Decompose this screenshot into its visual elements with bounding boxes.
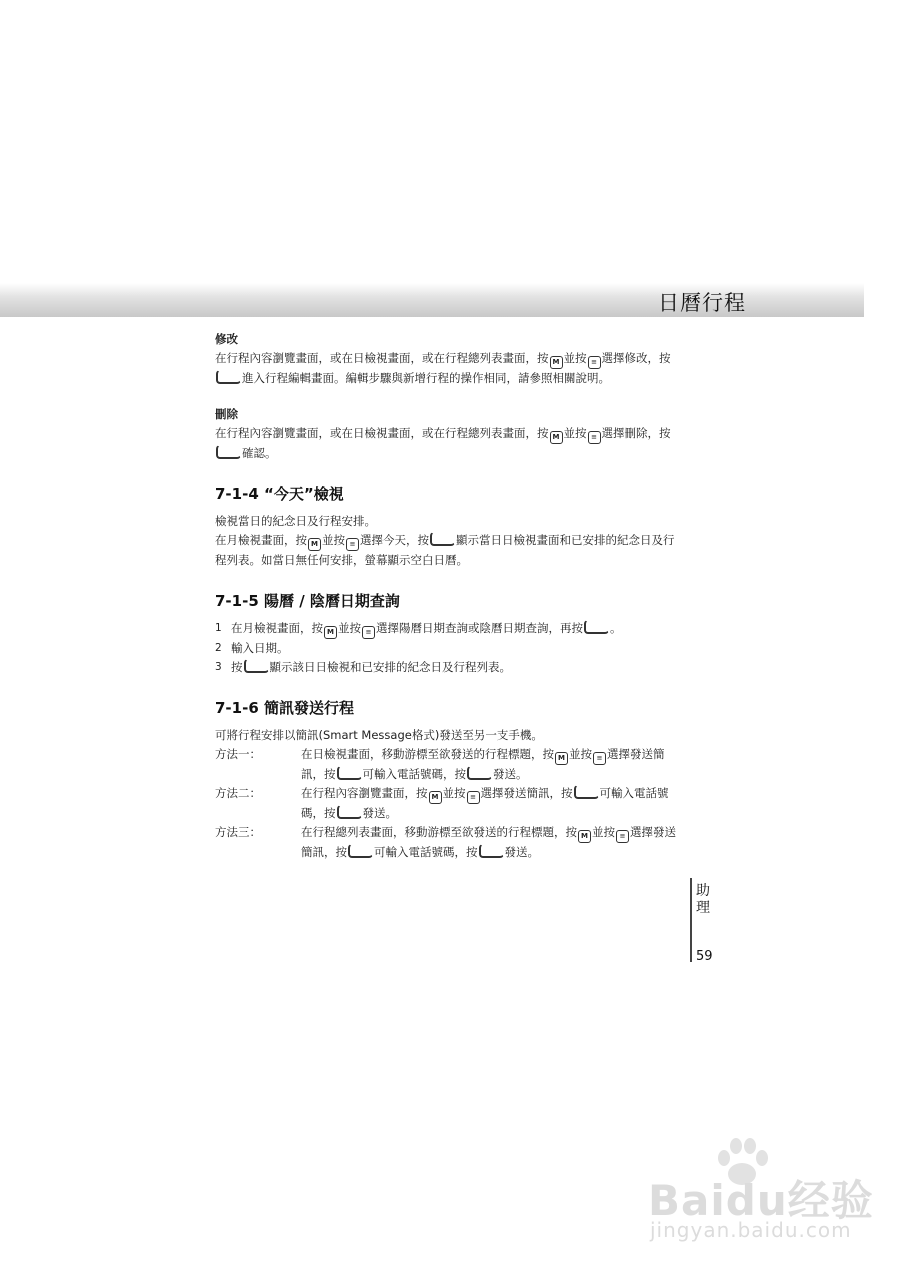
method-text	[301, 784, 685, 823]
select-key-icon	[362, 626, 375, 639]
text-span: 選擇刪除，按	[601, 426, 671, 440]
call-key-icon	[337, 766, 362, 780]
call-key-icon	[216, 445, 241, 459]
sms-heading: 7-1-6 簡訊發送行程	[215, 699, 354, 717]
select-key-icon	[588, 356, 601, 369]
text-span: 並按	[563, 351, 587, 365]
method-label: 方法三：	[215, 825, 261, 839]
select-key-icon	[593, 752, 606, 765]
text-span: 選擇發送簡訊，按	[480, 786, 573, 800]
list-item	[215, 639, 685, 658]
delete-paragraph	[215, 424, 685, 463]
call-key-icon	[337, 805, 362, 819]
text-span: 進入行程編輯畫面。編輯步驟與新增行程的操作相同，請參照相關說明。	[242, 371, 610, 385]
call-key-icon	[216, 370, 241, 384]
menu-key-icon	[578, 830, 591, 843]
method-row	[215, 823, 685, 862]
text-span: 在月檢視畫面，按	[215, 533, 307, 547]
step-text	[231, 658, 511, 677]
menu-key-icon	[308, 538, 321, 551]
method-label: 方法一：	[215, 747, 261, 761]
text-span: 選擇發送簡訊，按	[301, 747, 665, 781]
text-span: 並按	[592, 825, 615, 839]
text-span: 確認。	[242, 446, 277, 460]
call-key-icon	[244, 659, 269, 673]
text-span: 按	[231, 660, 243, 674]
menu-key-icon	[324, 626, 337, 639]
delete-title: 刪除	[215, 407, 238, 421]
call-key-icon	[479, 844, 504, 858]
text-span: 並按	[442, 786, 466, 800]
step-number: 1	[215, 622, 222, 634]
menu-key-icon	[550, 431, 563, 444]
text-span: 可輸入電話號碼，按	[362, 767, 466, 781]
text-span: 在行程內容瀏覽畫面，或在日檢視畫面，或在行程總列表畫面，按	[215, 426, 549, 440]
text-span: 並按	[563, 426, 587, 440]
text-span: 顯示當日日檢視畫面和已安排的紀念日及行程列表。如當日無任何安排，螢幕顯示空白日曆。	[215, 533, 675, 567]
select-key-icon	[346, 538, 359, 551]
text-span: 在月檢視畫面，按	[231, 621, 323, 635]
text-span: 發送。	[504, 845, 539, 859]
list-item	[215, 619, 685, 639]
text-span: 選擇陽曆日期查詢或陰曆日期查詢，再按	[376, 621, 583, 635]
text-span: 發送。	[362, 806, 397, 820]
text-span: 選擇今天，按	[360, 533, 429, 547]
call-key-icon	[467, 766, 492, 780]
call-key-icon	[348, 844, 373, 858]
text-span: 並按	[322, 533, 345, 547]
call-key-icon	[584, 620, 609, 634]
list-item	[215, 658, 685, 677]
text-span: 在行程內容瀏覽畫面，按	[301, 786, 428, 800]
text-span: 在行程內容瀏覽畫面，或在日檢視畫面，或在行程總列表畫面，按	[215, 351, 549, 365]
step-number: 2	[215, 642, 222, 654]
edit-title: 修改	[215, 332, 238, 346]
text-span: 選擇發送簡訊，按	[301, 825, 676, 859]
method-row	[215, 784, 685, 823]
text-span: 在日檢視畫面，移動游標至欲發送的行程標題，按	[301, 747, 554, 761]
select-key-icon	[616, 830, 629, 843]
page-content	[215, 330, 685, 862]
text-span: 顯示該日日檢視和已安排的紀念日及行程列表。	[269, 660, 511, 674]
chapter-title: 日曆行程	[658, 291, 746, 315]
side-tab-char: 助	[696, 883, 710, 899]
method-text	[301, 823, 685, 862]
today-line: 檢視當日的紀念日及行程安排。	[215, 514, 376, 528]
menu-key-icon	[429, 791, 442, 804]
text-span: 選擇修改，按	[601, 351, 671, 365]
watermark-url: jingyan.baidu.com	[650, 1218, 852, 1242]
select-key-icon	[467, 791, 480, 804]
method-label: 方法二：	[215, 786, 261, 800]
method-text	[301, 745, 685, 784]
text-span: 可輸入電話號碼，按	[374, 845, 478, 859]
side-tab-char: 理	[696, 900, 710, 916]
call-key-icon	[430, 532, 455, 546]
watermark-logo: Baidu经验	[648, 1176, 874, 1225]
text-span: 發送。	[493, 767, 528, 781]
step-text: 輸入日期。	[231, 641, 289, 655]
side-tab-label	[696, 883, 710, 917]
edit-paragraph	[215, 349, 685, 388]
today-heading: 7-1-4 “今天”檢視	[215, 485, 344, 503]
lunar-heading: 7-1-5 陽曆 / 陰曆日期查詢	[215, 592, 400, 610]
text-span: 並按	[569, 747, 592, 761]
text-span: 可輸入電話號碼，按	[301, 786, 669, 820]
menu-key-icon	[555, 752, 568, 765]
call-key-icon	[574, 785, 599, 799]
step-text	[231, 619, 622, 639]
text-span: 在行程總列表畫面，移動游標至欲發送的行程標題，按	[301, 825, 577, 839]
method-row	[215, 745, 685, 784]
side-tab-bar	[690, 878, 692, 962]
text-span: 。	[610, 621, 622, 635]
page-number: 59	[696, 949, 713, 964]
sms-intro: 可將行程安排以簡訊(Smart Message格式)發送至另一支手機。	[215, 728, 543, 742]
today-paragraph	[215, 531, 685, 570]
lunar-steps	[215, 619, 685, 677]
menu-key-icon	[550, 356, 563, 369]
text-span: 並按	[338, 621, 361, 635]
select-key-icon	[588, 431, 601, 444]
step-number: 3	[215, 661, 222, 673]
